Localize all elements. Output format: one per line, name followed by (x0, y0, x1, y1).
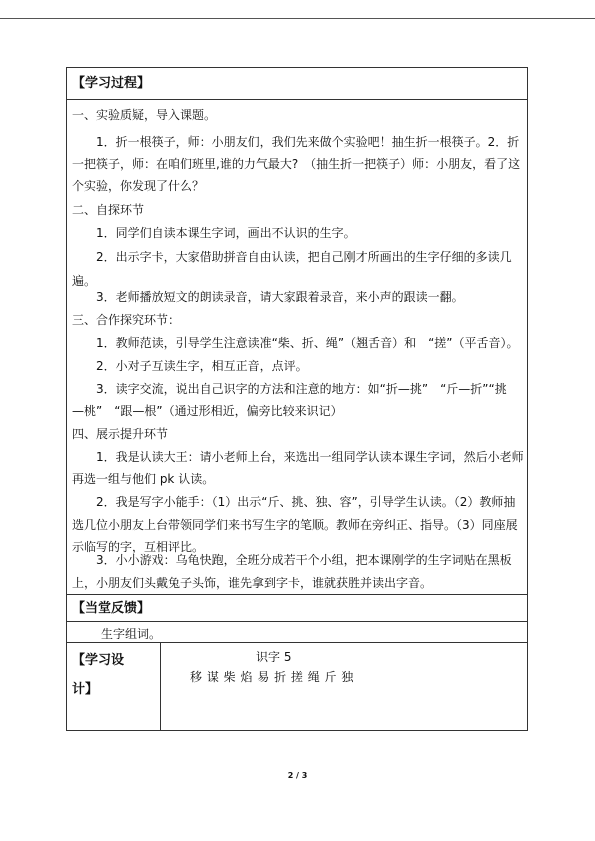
process-line: 个实验，你发现了什么？ (72, 179, 205, 193)
feedback-text: 生字组词。 (101, 627, 162, 641)
process-line: 上，小朋友们头戴兔子头饰，谁先拿到字卡，谁就获胜并读出字音。 (72, 576, 433, 590)
process-line: —桃” “跟—根”（通过形相近，偏旁比较来识记） (72, 404, 343, 418)
divider-feedback-header (66, 594, 528, 595)
process-line: 3．老师播放短文的朗读录音，请大家跟着录音，来小声的跟读一翻。 (96, 290, 464, 304)
process-line: 1．同学们自读本课生字词，画出不认识的生字。 (96, 226, 356, 240)
process-line: 四、展示提升环节 (72, 427, 169, 441)
process-line: 再选一组与他们 pk 认读。 (72, 472, 215, 486)
design-title: 识字 5 (256, 650, 292, 664)
process-line: 1．教师范读，引导学生注意读准“柴、折、绳”（翘舌音）和 “搓”（平舌音）。 (96, 336, 519, 350)
divider-feedback-body (66, 621, 528, 622)
process-line: 三、合作探究环节： (72, 313, 181, 327)
divider-process-header (66, 99, 528, 100)
process-line: 3．小小游戏：乌龟快跑，全班分成若干个小组，把本课刚学的生字词贴在黑板 (96, 553, 512, 567)
divider-design-row (66, 642, 528, 643)
process-line: 选几位小朋友上台带领同学们来书写生字的笔顺。教师在旁纠正、指导。（3）同座展 (72, 518, 518, 532)
process-line: 1．我是认读大王：请小老师上台，来选出一组同学认读本课生字词，然后小老师 (96, 450, 524, 464)
design-heading-line2: 计】 (72, 682, 99, 697)
process-line: 3．读字交流，说出自己识字的方法和注意的地方：如“折—挑” “斤—折”“挑 (96, 382, 507, 396)
page-number: 2 / 3 (287, 771, 308, 780)
feedback-heading: 【当堂反馈】 (72, 601, 151, 616)
process-line: 2．我是写字小能手：（1）出示“斤、挑、独、容”，引导学生认读。（2）教师抽 (96, 495, 516, 509)
process-line: 一把筷子，师：在咱们班里,谁的力气最大? （抽生折一把筷子）师：小朋友，看了这 (72, 157, 521, 171)
process-heading: 【学习过程】 (72, 76, 151, 91)
design-column-divider (160, 642, 161, 731)
process-line: 1．折一根筷子，师：小朋友们，我们先来做个实验吧！抽生折一根筷子。2．折 (96, 135, 520, 149)
top-rule (0, 18, 595, 19)
process-line: 2．小对子互读生字，相互正音，点评。 (96, 359, 308, 373)
process-line: 示临写的字，互相评比。 (72, 540, 205, 554)
design-characters: 移 谋 柴 焰 易 折 搓 绳 斤 独 (190, 670, 354, 684)
process-line: 2．出示字卡，大家借助拼音自由认读，把自己刚才所画出的生字仔细的多读几 (96, 250, 512, 264)
process-line: 一、实验质疑，导入课题。 (72, 108, 217, 122)
process-line: 二、自探环节 (72, 203, 145, 217)
design-heading-line1: 【学习设 (72, 653, 125, 668)
process-line: 遍。 (72, 274, 97, 288)
